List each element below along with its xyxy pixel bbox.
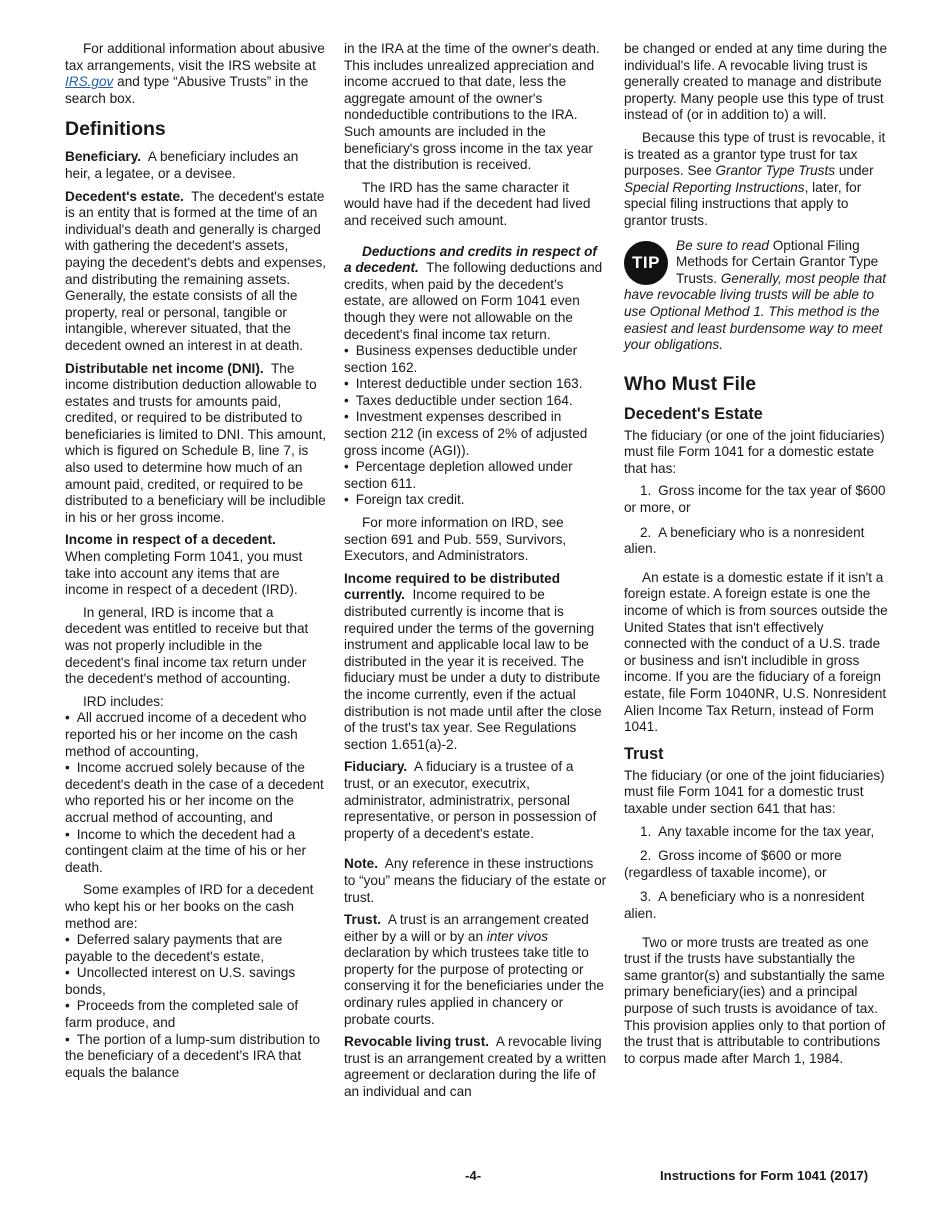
footer-title: Instructions for Form 1041 (2017)	[660, 1168, 869, 1183]
list-item: • Foreign tax credit.	[344, 492, 607, 509]
trust-definition: Trust. A trust is an arrangement created either by a will or by an inter vivos declaration by which trustees take title to property for the purpose of protecting or conserving it for the beneficiaries under the ordinary rules applied in chancery or probate courts.	[344, 912, 604, 1027]
list-item: • Income accrued solely because of the decedent's death in the case of a decedent who reported his or her income on the accrual method of accounting, and	[65, 760, 327, 826]
note-paragraph: Note. Any reference in these instructions to “you” means the fiduciary of the estate or trust.	[344, 856, 607, 905]
list-item: 3. A beneficiary who is a nonresident alien.	[624, 889, 865, 921]
revocable-definition: Revocable living trust. A revocable living trust is an arrangement created by a written agreement or declaration during the life of an individual and can	[344, 1034, 607, 1100]
intro-paragraph: For additional information about abusive tax arrangements, visit the IRS website at IRS.gov and type “Abusive Trusts” in the search box.	[65, 41, 325, 106]
list-item: • All accrued income of a decedent who reported his or her income on the cash method of accounting,	[65, 710, 327, 760]
list-item: • The portion of a lump-sum distribution to the beneficiary of a decedent's IRA that equals the balance	[65, 1032, 327, 1082]
ird-list	[65, 710, 327, 876]
column-2	[344, 41, 607, 1107]
list-item: • Percentage depletion allowed under section 611.	[344, 459, 607, 492]
estate-intro: The fiduciary (or one of the joint fiduciaries) must file Form 1041 for a domestic estate that has:	[624, 427, 885, 476]
fiduciary-definition: Fiduciary. A fiduciary is a trustee of a trust, or an executor, executrix, administrator, administratrix, personal representative, or person in possession of property of a decedent's estate.	[344, 759, 597, 841]
list-item: • Interest deductible under section 163.	[344, 376, 607, 393]
more-info: For more information on IRD, see section 691 and Pub. 559, Survivors, Executors, and Administrators.	[344, 515, 567, 564]
trust-heading: Trust	[624, 744, 664, 763]
list-item: • Deferred salary payments that are payable to the decedent's estate,	[65, 932, 327, 965]
deductions-list	[344, 343, 607, 509]
list-item: 1. Any taxable income for the tax year,	[640, 823, 875, 839]
list-item: 2. Gross income of $600 or more (regardless of taxable income), or	[624, 848, 842, 880]
income-required-definition: Income required to be distributed currently. Income required to be distributed currently is income that is required under the terms of the governing instrument and applicable local law to be distributed in the year it is received. The fiduciary must be under a duty to distribute the income currently, even if the actual distribution is not made until after the close of the trust's tax year. See Regulations section 1.651(a)-2.	[344, 570, 602, 752]
deductions-paragraph: Deductions and credits in respect of a decedent. The following deductions and credits, when paid by the decedent's estate, are allowed on Form 1041 even though they were not allowable on the decedent's final income tax return.	[344, 243, 603, 342]
tip-text: Be sure to read Optional Filing Methods for Certain Grantor Type Trusts. Generally, most people that have revocable living trusts will be able to use Optional Method 1. This method is the easiest and least burdensome way to meet your obligations.	[624, 237, 887, 353]
list-item: • Taxes deductible under section 164.	[344, 393, 607, 410]
who-must-file-heading: Who Must File	[624, 372, 757, 395]
trust-intro: The fiduciary (or one of the joint fiduciaries) must file Form 1041 for a domestic trust taxable under section 641 that has:	[624, 767, 885, 816]
list-item: • Investment expenses described in section 212 (in excess of 2% of adjusted gross income (AGI)).	[344, 409, 607, 459]
dni-definition: Distributable net income (DNI). The income distribution deduction allowable to estates and trusts for amounts paid, credited, or required to be distributed to beneficiaries is limited to DNI. This amount, which is figured on Schedule B, line 7, is also used to determine how much of an amount paid, credited, or required to be distributed to a beneficiary will be includible in his or her gross income.	[65, 360, 327, 525]
list-item: 2. A beneficiary who is a nonresident alien.	[624, 524, 865, 557]
ird-character: The IRD has the same character it would have had if the decedent had lived and received such amount.	[344, 179, 591, 228]
tip-box	[624, 238, 888, 354]
list-item: • Proceeds from the completed sale of farm produce, and	[65, 998, 327, 1031]
definitions-heading: Definitions	[65, 118, 166, 141]
column-1	[65, 41, 327, 1087]
decedent-estate-heading: Decedent's Estate	[624, 404, 763, 423]
page-number: -4-	[465, 1168, 482, 1183]
examples-intro: Some examples of IRD for a decedent who kept his or her books on the cash method are:	[65, 882, 314, 931]
grantor-paragraph: Because this type of trust is revocable, it is treated as a grantor type trust for tax purposes. See Grantor Type Trusts under Special Reporting Instructions, later, for special filing instructions that apply to grantor trusts.	[624, 129, 886, 228]
ird-general: In general, IRD is income that a decedent was entitled to receive but that was not properly includible in the decedent's final income tax return under the decedent's method of accounting.	[65, 604, 309, 687]
ira-continuation: in the IRA at the time of the owner's death. This includes unrealized appreciation and income accrued to that date, less the aggregate amount of the owner's nondeductible contributions to the IRA. Such amounts are included in the beneficiary's gross income in the tax year that the distribution is received.	[344, 41, 600, 173]
list-item: • Business expenses deductible under section 162.	[344, 343, 607, 376]
list-item: • Uncollected interest on U.S. savings bonds,	[65, 965, 327, 998]
column-3	[624, 41, 888, 1073]
irs-gov-link[interactable]: IRS.gov	[65, 74, 114, 90]
domestic-estate-paragraph: An estate is a domestic estate if it isn't a foreign estate. A foreign estate is one the income of which is from sources outside the United States that isn't effectively connected with the conduct of a U.S. trade or business and isn't includible in gross income. If you are the fiduciary of a foreign estate, file Form 1040NR, U.S. Nonresident Alien Income Tax Return, instead of Form 1041.	[624, 569, 888, 735]
revocable-continuation: be changed or ended at any time during the individual's life. A revocable living trust is generally created to manage and distribute property. Many people use this type of trust instead of (or in addition to) a will.	[624, 41, 888, 123]
two-or-more-trusts: Two or more trusts are treated as one trust if the trusts have substantially the same grantor(s) and substantially the same primary beneficiary(ies) and a principal purpose of such trusts is avoidance of tax. This provision applies only to that portion of the trust that is attributable to contributions to corpus made after March 1, 1984.	[624, 934, 886, 1066]
beneficiary-definition: Beneficiary. A beneficiary includes an heir, a legatee, or a devisee.	[65, 149, 299, 181]
decedent-estate-definition: Decedent's estate. The decedent's estate is an entity that is formed at the time of an individual's death and generally is charged with gathering the decedent's assets, paying the decedent's debts and expenses, and distributing the remaining assets. Generally, the estate consists of all the property, real or personal, tangible or intangible, wherever situated, that the decedent owned an interest in at death.	[65, 188, 327, 353]
tip-icon: TIP	[624, 241, 668, 285]
list-item: 1. Gross income for the tax year of $600 or more, or	[624, 483, 886, 516]
examples-list	[65, 932, 327, 1081]
ird-includes: IRD includes:	[83, 693, 164, 709]
list-item: • Income to which the decedent had a contingent claim at the time of his or her death.	[65, 827, 327, 877]
ird-definition: Income in respect of a decedent. When completing Form 1041, you must take into account any items that are income in respect of a decedent (IRD).	[65, 532, 303, 598]
